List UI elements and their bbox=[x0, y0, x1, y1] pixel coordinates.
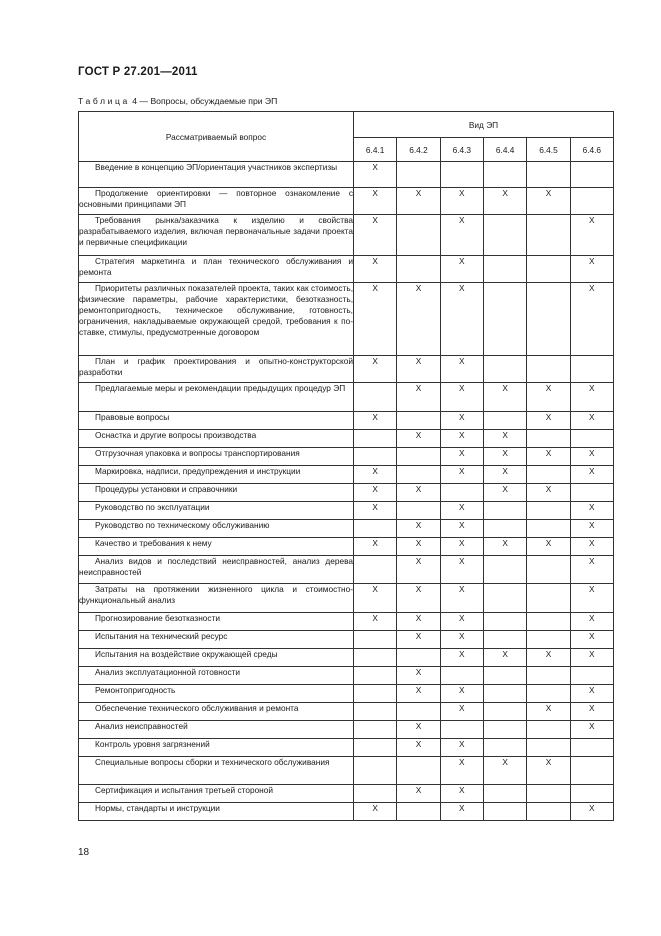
question-text: Обеспечение технического обслуживания и ремонта bbox=[95, 703, 299, 713]
mark-cell: X bbox=[397, 631, 440, 649]
question-text: Ремонтопригодность bbox=[95, 685, 176, 695]
mark-cell bbox=[527, 430, 570, 448]
mark-cell: X bbox=[397, 383, 440, 412]
question-text: Качество и требования к нему bbox=[95, 538, 212, 548]
mark-cell bbox=[397, 215, 440, 256]
mark-cell bbox=[483, 685, 526, 703]
mark-cell bbox=[440, 162, 483, 188]
mark-cell bbox=[354, 556, 397, 584]
mark-cell bbox=[483, 613, 526, 631]
mark-cell: X bbox=[397, 356, 440, 383]
question-text: Специальные вопросы сборки и технического обслуживания bbox=[95, 757, 330, 767]
mark-cell bbox=[397, 256, 440, 283]
mark-cell: X bbox=[440, 520, 483, 538]
column-header: 6.4.5 bbox=[527, 138, 570, 162]
mark-cell: X bbox=[397, 785, 440, 803]
mark-cell bbox=[397, 412, 440, 430]
question-text: Испытания на воздействие окружающей среды bbox=[95, 649, 278, 659]
mark-cell: X bbox=[483, 430, 526, 448]
question-cell bbox=[79, 739, 354, 757]
table-row bbox=[79, 538, 614, 556]
table-row bbox=[79, 785, 614, 803]
mark-cell: X bbox=[527, 484, 570, 502]
mark-cell bbox=[354, 667, 397, 685]
mark-cell: X bbox=[440, 538, 483, 556]
table-row bbox=[79, 739, 614, 757]
question-cell bbox=[79, 703, 354, 721]
mark-cell bbox=[570, 484, 613, 502]
mark-cell: X bbox=[397, 538, 440, 556]
mark-cell: X bbox=[483, 757, 526, 785]
mark-cell: X bbox=[440, 556, 483, 584]
mark-cell: X bbox=[440, 803, 483, 821]
mark-cell: X bbox=[440, 412, 483, 430]
table-row bbox=[79, 631, 614, 649]
column-header: 6.4.1 bbox=[354, 138, 397, 162]
mark-cell bbox=[354, 649, 397, 667]
mark-cell: X bbox=[440, 430, 483, 448]
mark-cell: X bbox=[397, 739, 440, 757]
mark-cell bbox=[483, 412, 526, 430]
mark-cell bbox=[354, 703, 397, 721]
mark-cell bbox=[527, 667, 570, 685]
table-row bbox=[79, 667, 614, 685]
mark-cell bbox=[397, 649, 440, 667]
column-header: 6.4.6 bbox=[570, 138, 613, 162]
column-header: 6.4.3 bbox=[440, 138, 483, 162]
mark-cell: X bbox=[440, 613, 483, 631]
column-header: 6.4.4 bbox=[483, 138, 526, 162]
question-text: Продолжение ориентировки — повторное ознакомление с основными принципами ЭП bbox=[79, 188, 353, 209]
mark-cell bbox=[527, 685, 570, 703]
question-text: Стратегия маркетинга и план технического обслуживания и ремонта bbox=[79, 256, 353, 277]
question-cell bbox=[79, 430, 354, 448]
question-cell bbox=[79, 520, 354, 538]
question-text: Контроль уровня загрязнений bbox=[95, 739, 210, 749]
question-cell bbox=[79, 356, 354, 383]
mark-cell bbox=[527, 803, 570, 821]
mark-cell bbox=[483, 803, 526, 821]
mark-cell: X bbox=[440, 757, 483, 785]
mark-cell bbox=[527, 556, 570, 584]
question-cell bbox=[79, 412, 354, 430]
mark-cell bbox=[527, 520, 570, 538]
mark-cell bbox=[354, 383, 397, 412]
question-cell bbox=[79, 785, 354, 803]
mark-cell bbox=[570, 667, 613, 685]
issues-table bbox=[78, 111, 614, 821]
page-number: 18 bbox=[78, 847, 90, 858]
mark-cell: X bbox=[440, 703, 483, 721]
mark-cell: X bbox=[570, 256, 613, 283]
question-text: Руководство по эксплуатации bbox=[95, 502, 210, 512]
table-row bbox=[79, 556, 614, 584]
mark-cell: X bbox=[527, 703, 570, 721]
table-row bbox=[79, 448, 614, 466]
mark-cell: X bbox=[354, 256, 397, 283]
question-text: Сертификация и испытания третьей стороной bbox=[95, 785, 274, 795]
mark-cell bbox=[483, 584, 526, 613]
question-cell bbox=[79, 188, 354, 215]
mark-cell bbox=[527, 502, 570, 520]
mark-cell: X bbox=[570, 649, 613, 667]
mark-cell bbox=[527, 466, 570, 484]
mark-cell: X bbox=[440, 649, 483, 667]
mark-cell: X bbox=[397, 188, 440, 215]
mark-cell bbox=[354, 721, 397, 739]
mark-cell bbox=[527, 584, 570, 613]
mark-cell bbox=[483, 162, 526, 188]
mark-cell: X bbox=[397, 520, 440, 538]
question-text: План и график проектирования и опытно-конструкторской разработки bbox=[79, 356, 353, 377]
mark-cell: X bbox=[397, 430, 440, 448]
mark-cell bbox=[354, 631, 397, 649]
table-row bbox=[79, 383, 614, 412]
question-text: Требования рынка/заказчика к изделию и свойства разрабатываемого изделия, включая первоначальные задачи проекта и первичные спецификации bbox=[79, 215, 353, 247]
mark-cell: X bbox=[354, 502, 397, 520]
table-row bbox=[79, 584, 614, 613]
document-header: ГОСТ Р 27.201—2011 bbox=[78, 66, 198, 78]
question-text: Введение в концепцию ЭП/ориентация участников экспертизы bbox=[95, 162, 338, 172]
mark-cell bbox=[440, 484, 483, 502]
mark-cell: X bbox=[483, 383, 526, 412]
table-header-row bbox=[79, 112, 614, 138]
question-cell bbox=[79, 383, 354, 412]
question-cell bbox=[79, 667, 354, 685]
mark-cell: X bbox=[397, 556, 440, 584]
question-text: Руководство по техническому обслуживанию bbox=[95, 520, 270, 530]
question-cell bbox=[79, 466, 354, 484]
mark-cell: X bbox=[527, 649, 570, 667]
mark-cell: X bbox=[440, 502, 483, 520]
table-caption-text: — Вопросы, обсуждаемые при ЭП bbox=[139, 96, 278, 106]
question-text: Оснастка и другие вопросы производства bbox=[95, 430, 257, 440]
question-cell bbox=[79, 757, 354, 785]
mark-cell bbox=[483, 215, 526, 256]
table-row bbox=[79, 466, 614, 484]
mark-cell: X bbox=[397, 613, 440, 631]
question-text: Прогнозирование безотказности bbox=[95, 613, 221, 623]
table-row bbox=[79, 613, 614, 631]
mark-cell bbox=[397, 448, 440, 466]
mark-cell bbox=[527, 721, 570, 739]
mark-cell: X bbox=[527, 383, 570, 412]
mark-cell: X bbox=[440, 466, 483, 484]
mark-cell: X bbox=[483, 649, 526, 667]
question-cell bbox=[79, 215, 354, 256]
mark-cell bbox=[397, 803, 440, 821]
table-row bbox=[79, 703, 614, 721]
table-row bbox=[79, 430, 614, 448]
mark-cell: X bbox=[570, 631, 613, 649]
mark-cell: X bbox=[397, 667, 440, 685]
mark-cell: X bbox=[440, 739, 483, 757]
question-text: Испытания на технический ресурс bbox=[95, 631, 228, 641]
question-cell bbox=[79, 556, 354, 584]
mark-cell: X bbox=[354, 584, 397, 613]
mark-cell bbox=[527, 739, 570, 757]
table-row bbox=[79, 356, 614, 383]
mark-cell: X bbox=[570, 283, 613, 356]
mark-cell bbox=[570, 785, 613, 803]
mark-cell bbox=[483, 283, 526, 356]
question-text: Анализ неисправностей bbox=[95, 721, 188, 731]
question-cell bbox=[79, 613, 354, 631]
mark-cell: X bbox=[354, 613, 397, 631]
mark-cell bbox=[483, 739, 526, 757]
mark-cell bbox=[483, 703, 526, 721]
table-row bbox=[79, 484, 614, 502]
mark-cell: X bbox=[440, 256, 483, 283]
mark-cell: X bbox=[570, 613, 613, 631]
mark-cell: X bbox=[354, 162, 397, 188]
mark-cell bbox=[570, 356, 613, 383]
mark-cell: X bbox=[354, 215, 397, 256]
mark-cell: X bbox=[570, 721, 613, 739]
mark-cell bbox=[483, 502, 526, 520]
mark-cell bbox=[440, 667, 483, 685]
mark-cell: X bbox=[570, 556, 613, 584]
mark-cell: X bbox=[440, 448, 483, 466]
table-caption-number: 4 bbox=[132, 96, 138, 106]
mark-cell bbox=[354, 520, 397, 538]
mark-cell bbox=[483, 631, 526, 649]
mark-cell: X bbox=[527, 448, 570, 466]
mark-cell: X bbox=[354, 466, 397, 484]
mark-cell bbox=[397, 502, 440, 520]
table-row bbox=[79, 685, 614, 703]
mark-cell bbox=[570, 739, 613, 757]
mark-cell: X bbox=[440, 283, 483, 356]
mark-cell: X bbox=[397, 283, 440, 356]
mark-cell: X bbox=[527, 412, 570, 430]
mark-cell bbox=[440, 721, 483, 739]
mark-cell bbox=[570, 430, 613, 448]
mark-cell: X bbox=[570, 685, 613, 703]
mark-cell: X bbox=[440, 215, 483, 256]
question-text: Нормы, стандарты и инструкции bbox=[95, 803, 220, 813]
mark-cell bbox=[483, 356, 526, 383]
mark-cell: X bbox=[483, 466, 526, 484]
mark-cell bbox=[570, 188, 613, 215]
question-text: Анализ видов и последствий неисправностей, анализ дерева неисправностей bbox=[79, 556, 353, 577]
table-head bbox=[79, 112, 614, 162]
mark-cell bbox=[527, 283, 570, 356]
mark-cell bbox=[397, 162, 440, 188]
question-cell bbox=[79, 584, 354, 613]
question-cell bbox=[79, 283, 354, 356]
table-row bbox=[79, 721, 614, 739]
mark-cell bbox=[527, 215, 570, 256]
mark-cell: X bbox=[354, 412, 397, 430]
column-header: 6.4.2 bbox=[397, 138, 440, 162]
mark-cell: X bbox=[354, 484, 397, 502]
question-text: Отгрузочная упаковка и вопросы транспортирования bbox=[95, 448, 300, 458]
mark-cell: X bbox=[440, 584, 483, 613]
mark-cell: X bbox=[397, 584, 440, 613]
mark-cell: X bbox=[440, 356, 483, 383]
mark-cell: X bbox=[570, 412, 613, 430]
mark-cell: X bbox=[570, 466, 613, 484]
question-cell bbox=[79, 448, 354, 466]
mark-cell: X bbox=[570, 520, 613, 538]
mark-cell: X bbox=[570, 383, 613, 412]
mark-cell bbox=[354, 685, 397, 703]
mark-cell: X bbox=[397, 721, 440, 739]
table-row bbox=[79, 803, 614, 821]
mark-cell: X bbox=[570, 584, 613, 613]
mark-cell bbox=[354, 739, 397, 757]
table-row bbox=[79, 256, 614, 283]
mark-cell: X bbox=[483, 448, 526, 466]
mark-cell bbox=[397, 466, 440, 484]
mark-cell: X bbox=[570, 502, 613, 520]
mark-cell bbox=[527, 356, 570, 383]
table-caption bbox=[78, 96, 277, 106]
table-row bbox=[79, 649, 614, 667]
table-row bbox=[79, 757, 614, 785]
mark-cell: X bbox=[570, 448, 613, 466]
mark-cell: X bbox=[483, 538, 526, 556]
table-row bbox=[79, 162, 614, 188]
table-row bbox=[79, 502, 614, 520]
table-row bbox=[79, 520, 614, 538]
mark-cell bbox=[354, 448, 397, 466]
mark-cell: X bbox=[527, 188, 570, 215]
question-cell bbox=[79, 685, 354, 703]
question-text: Приоритеты различных показателей проекта, таких как стоимость, физические параметры, рабочие характеристики, безотказность, ремонтопригодность, техническое обслуживание, готовность, ограничения, накладываемые окружающей средой, требования к поставке, стимулы, предусмотренные договором bbox=[79, 283, 353, 337]
mark-cell: X bbox=[570, 215, 613, 256]
mark-cell: X bbox=[440, 383, 483, 412]
question-text: Процедуры установки и справочники bbox=[95, 484, 238, 494]
question-cell bbox=[79, 502, 354, 520]
mark-cell: X bbox=[354, 538, 397, 556]
mark-cell bbox=[483, 556, 526, 584]
table-row bbox=[79, 215, 614, 256]
question-column-header: Рассматриваемый вопрос bbox=[79, 112, 354, 162]
mark-cell bbox=[483, 256, 526, 283]
mark-cell: X bbox=[570, 803, 613, 821]
question-cell bbox=[79, 538, 354, 556]
mark-cell bbox=[397, 757, 440, 785]
mark-cell: X bbox=[483, 188, 526, 215]
question-cell bbox=[79, 649, 354, 667]
table-row bbox=[79, 188, 614, 215]
mark-cell: X bbox=[527, 538, 570, 556]
mark-cell: X bbox=[483, 484, 526, 502]
mark-cell bbox=[483, 721, 526, 739]
review-type-header: Вид ЭП bbox=[354, 112, 614, 138]
mark-cell bbox=[570, 162, 613, 188]
mark-cell bbox=[354, 757, 397, 785]
question-text: Правовые вопросы bbox=[95, 412, 170, 422]
question-text: Анализ эксплуатационной готовности bbox=[95, 667, 241, 677]
question-cell bbox=[79, 256, 354, 283]
table-caption-label: Таблица bbox=[78, 96, 130, 106]
mark-cell: X bbox=[440, 685, 483, 703]
mark-cell: X bbox=[440, 631, 483, 649]
mark-cell bbox=[570, 757, 613, 785]
mark-cell: X bbox=[527, 757, 570, 785]
mark-cell: X bbox=[440, 785, 483, 803]
mark-cell: X bbox=[354, 803, 397, 821]
mark-cell: X bbox=[570, 538, 613, 556]
question-cell bbox=[79, 631, 354, 649]
mark-cell bbox=[527, 631, 570, 649]
mark-cell bbox=[483, 667, 526, 685]
question-text: Предлагаемые меры и рекомендации предыдущих процедур ЭП bbox=[95, 383, 346, 393]
mark-cell bbox=[483, 785, 526, 803]
mark-cell bbox=[397, 703, 440, 721]
question-text: Затраты на протяжении жизненного цикла и стоимостно-функциональный анализ bbox=[79, 584, 353, 605]
table-row bbox=[79, 283, 614, 356]
mark-cell bbox=[527, 162, 570, 188]
question-cell bbox=[79, 162, 354, 188]
mark-cell: X bbox=[354, 283, 397, 356]
mark-cell bbox=[527, 256, 570, 283]
mark-cell bbox=[354, 785, 397, 803]
mark-cell: X bbox=[397, 685, 440, 703]
question-cell bbox=[79, 803, 354, 821]
mark-cell: X bbox=[354, 356, 397, 383]
mark-cell: X bbox=[354, 188, 397, 215]
mark-cell: X bbox=[440, 188, 483, 215]
mark-cell: X bbox=[570, 703, 613, 721]
mark-cell bbox=[527, 785, 570, 803]
mark-cell: X bbox=[397, 484, 440, 502]
mark-cell bbox=[354, 430, 397, 448]
table-body bbox=[79, 162, 614, 821]
mark-cell bbox=[483, 520, 526, 538]
question-cell bbox=[79, 484, 354, 502]
question-text: Маркировка, надписи, предупреждения и инструкции bbox=[95, 466, 301, 476]
mark-cell bbox=[527, 613, 570, 631]
table-row bbox=[79, 412, 614, 430]
question-cell bbox=[79, 721, 354, 739]
